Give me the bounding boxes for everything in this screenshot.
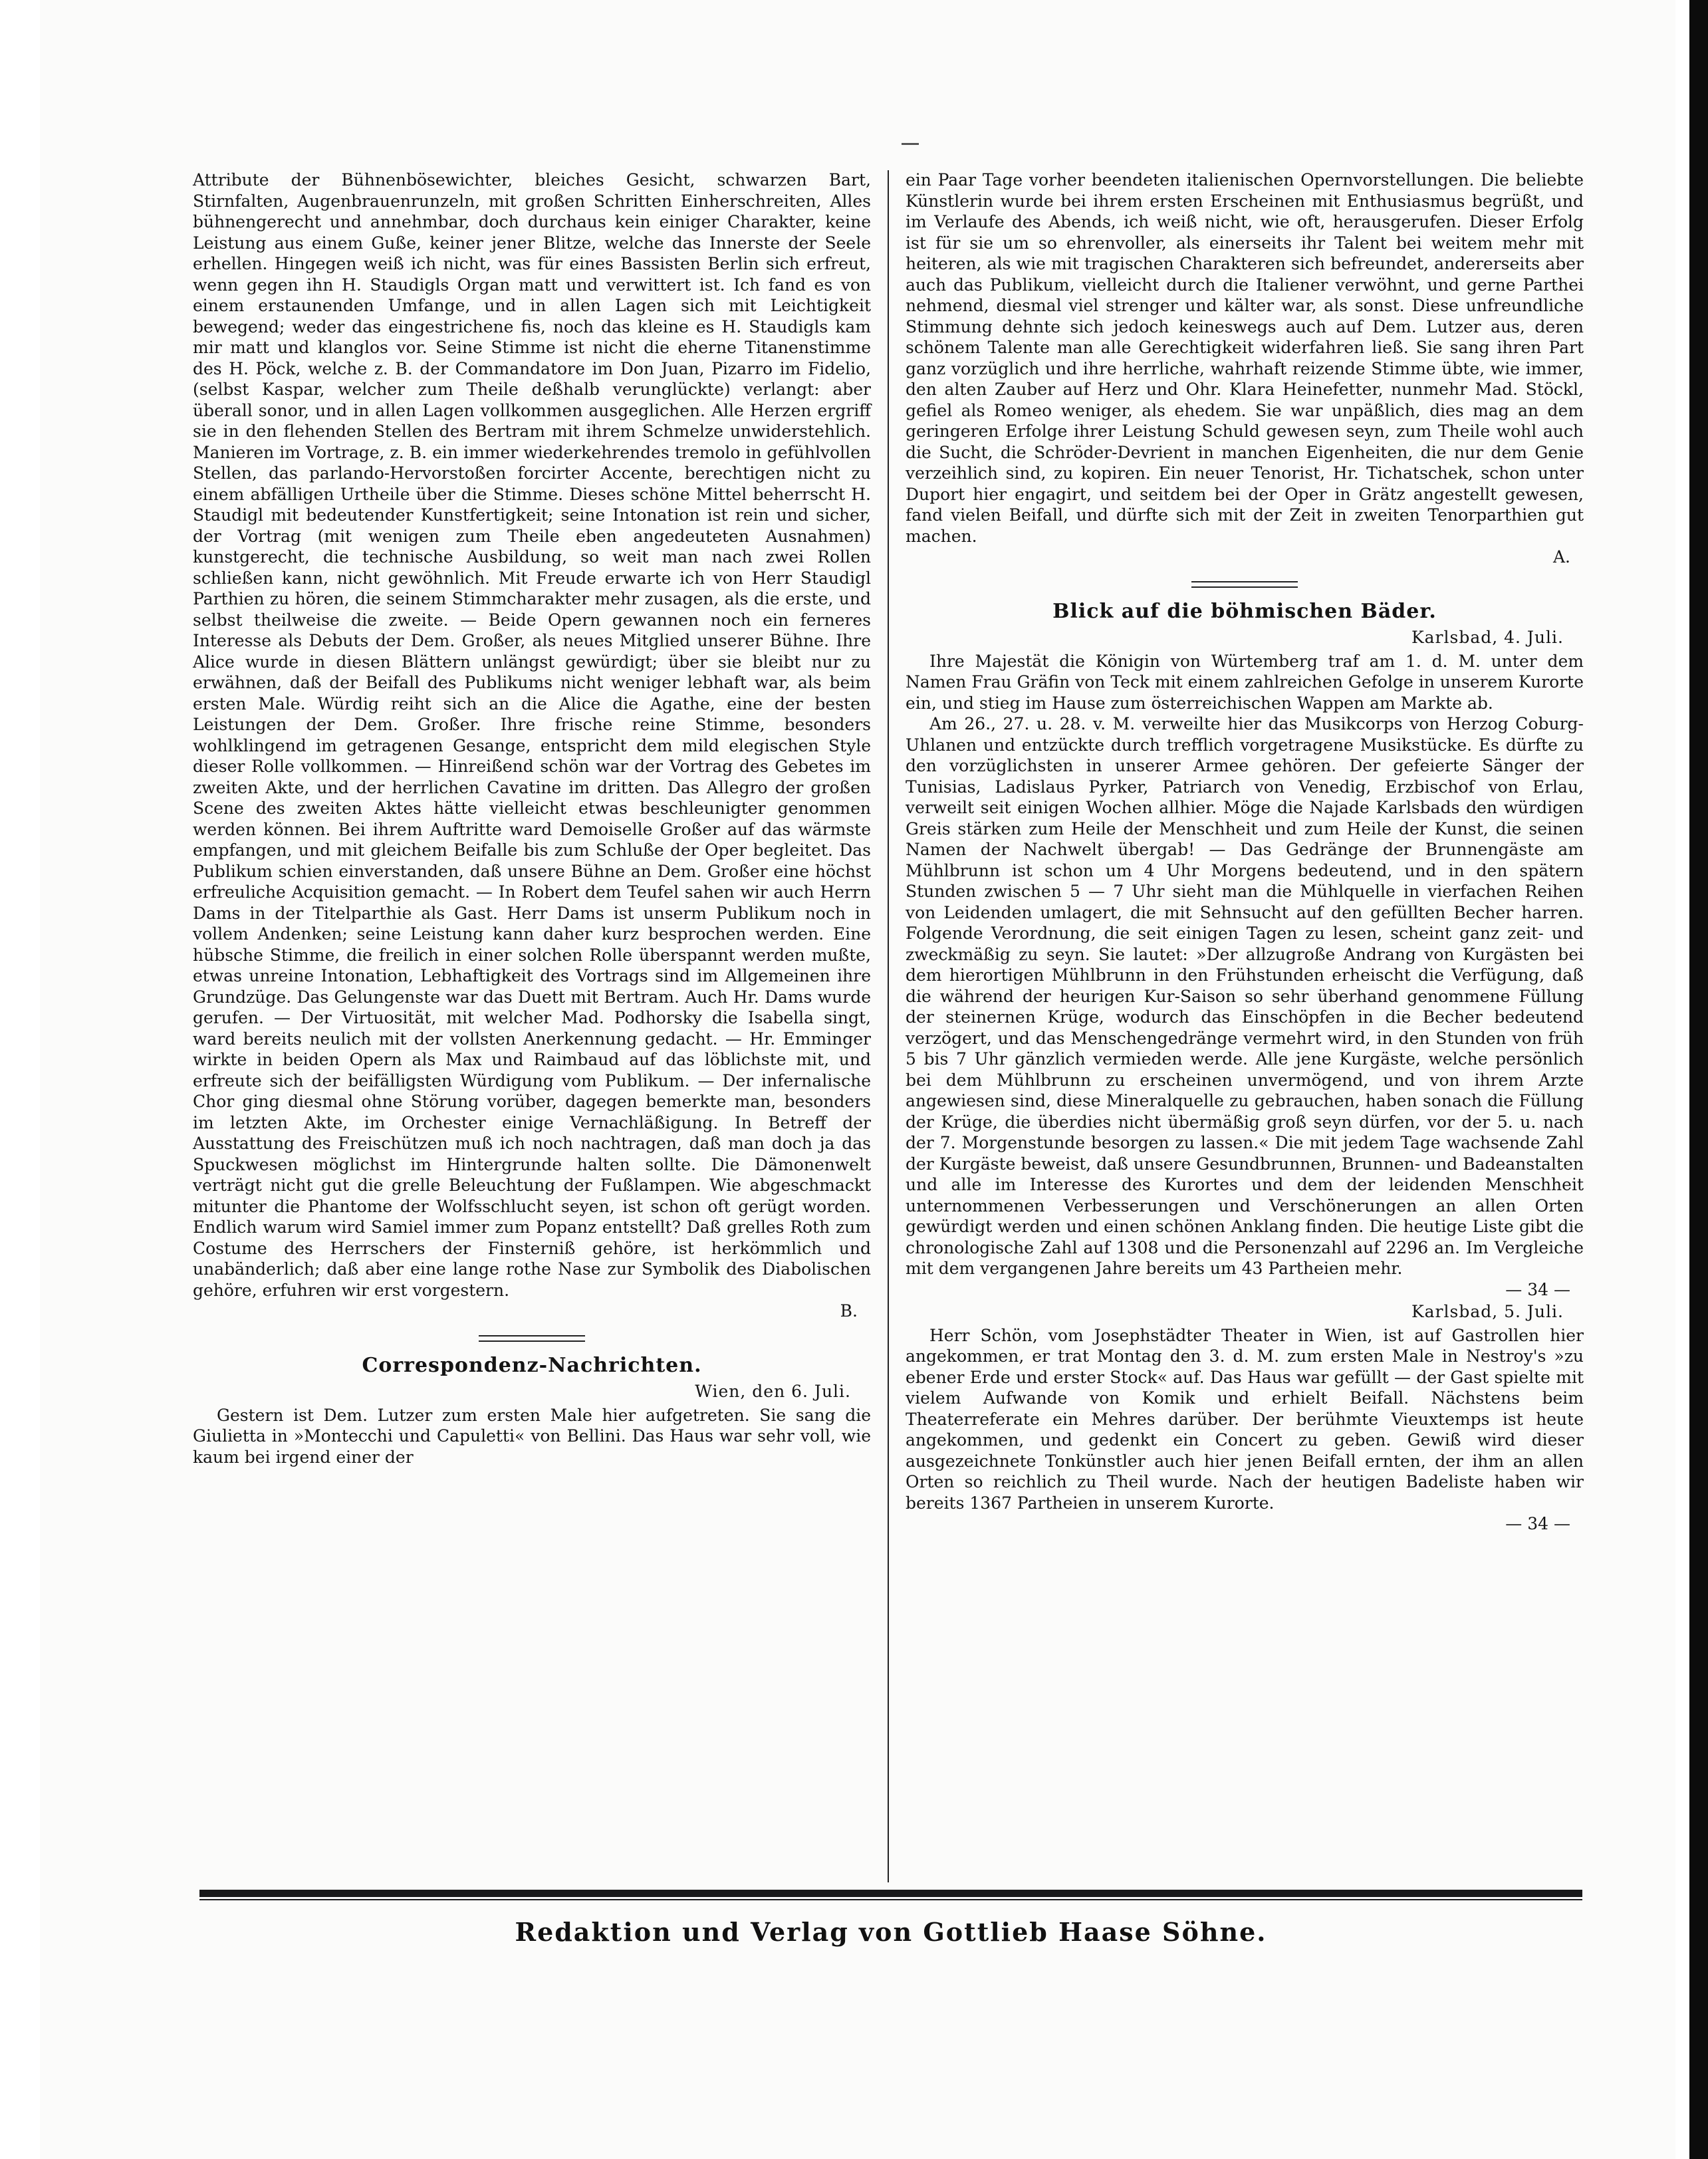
left-column	[193, 170, 871, 1467]
correspondence-text: Gestern ist Dem. Lutzer zum ersten Male hier aufgetreten. Sie sang die Giulietta in »Montecchi und Capuletti« von Bellini. Das Haus war sehr voll, wie kaum bei irgend einer der	[193, 1405, 871, 1467]
review-text: Attribute der Bühnenbösewichter, bleiches Gesicht, schwarzen Bart, Stirnfalten, Augenbrauenrunzeln, mit großen Schritten Einherschreiten, Alles bühnengerecht und annehmbar, doch durchaus kein einiger Charakter, keine Leistung aus einem Guße, keiner jener Blitze, welche das Innerste der Seele erhellen. Hingegen weiß ich nicht, was für eines Bassisten Berlin sich erfreut, wenn gegen ihn H. Staudigls Organ matt und verwittert ist. Ich fand es von einem erstaunenden Umfange, und in allen Lagen sich mit Leichtigkeit bewegend; weder das eingestrichene fis, noch das kleine es H. Staudigls kam mir matt und klanglos vor. Seine Stimme ist nicht die eherne Titanenstimme des H. Pöck, welche z. B. der Commandatore im Don Juan, Pizarro im Fidelio, (selbst Kaspar, welcher zum Theile deßhalb verunglückte) verlangt: aber überall sonor, und in allen Lagen vollkommen ausgeglichen. Alle Herzen ergriff sie in den flehenden Stellen des Bertram mit ihrem Schmelze unwiderstehlich. Manieren im Vortrage, z. B. ein immer wiederkehrendes tremolo in gefühlvollen Stellen, das parlando-Hervorstoßen forcirter Accente, berechtigen nicht zu einem abfälligen Urtheile über die Stimme. Dieses schöne Mittel beherrscht H. Staudigl mit bedeutender Kunstfertigkeit; seine Intonation ist rein und sicher, der Vortrag (mit wenigen zum Theile eben angedeuteten Ausnahmen) kunstgerecht, die technische Ausbildung, so weit man nach zwei Rollen schließen kann, nicht gewöhnlich. Mit Freude erwarte ich von Herr Staudigl Parthien zu hören, die seinem Stimmcharakter mehr zusagen, als die erste, und selbst theilweise die zweite. — Beide Opern gewannen noch ein ferneres Interesse als Debuts der Dem. Großer, als neues Mitglied unserer Bühne. Ihre Alice wurde in diesen Blättern unlängst gewürdigt; über sie bleibt nur zu erwähnen, daß der Beifall des Publikums nicht weniger lebhaft war, als beim ersten Male. Würdig reiht sich an die Alice die Agathe, eine der besten Leistungen der Dem. Großer. Ihre frische reine Stimme, besonders wohlklingend im getragenen Gesange, entspricht dem mild elegischen Style dieser Rolle vollkommen. — Hinreißend schön war der Vortrag des Gebetes im zweiten Akte, und der herrlichen Cavatine im dritten. Das Allegro der großen Scene des zweiten Aktes hätte vielleicht etwas beschleunigter genommen werden können. Bei ihrem Auftritte ward Demoiselle Großer auf das wärmste empfangen, und mit gleichem Beifalle bis zum Schluße der Oper begleitet. Das Publikum schien einverstanden, daß unsere Bühne an Dem. Großer eine höchst erfreuliche Acquisition gemacht. — In Robert dem Teufel sahen wir auch Herrn Dams in der Titelparthie als Gast. Herr Dams ist unserm Publikum noch in vollem Andenken; seine Leistung kann daher kurz besprochen werden. Eine hübsche Stimme, die freilich in einer solchen Rolle überspannt werden mußte, etwas unreine Intonation, Lebhaftigkeit des Vortrags sind im Allgemeinen ihre Grundzüge. Das Gelungenste war das Duett mit Bertram. Auch Hr. Dams wurde gerufen. — Der Virtuosität, mit welcher Mad. Podhorsky die Isabella singt, ward bereits neulich mit der vollsten Anerkennung gedacht. — Hr. Emminger wirkte in beiden Opern als Max und Raimbaud auf das löblichste mit, und erfreute sich der beifälligsten Würdigung vom Publikum. — Der infernalische Chor ging diesmal ohne Störung vorüber, dagegen bemerkte man, besonders im letzten Akte, im Orchester einige Vernachläßigung. In Betreff der Ausstattung des Freischützen muß ich noch nachtragen, daß man doch ja das Spuckwesen möglichst im Hintergrunde halten sollte. Die Dämonenwelt verträgt nicht gut die grelle Beleuchtung der Fußlampen. Wie abgeschmackt mitunter die Phantome der Wolfsschlucht seyen, ist schon oft gerügt worden. Endlich warum wird Samiel immer zum Popanz entstellt? Daß grelles Roth zum Costume des Herrschers der Finsterniß gehöre, ist herkömmlich und unabänderlich; daß aber eine lange rothe Nase zur Symbolik des Diabolischen gehöre, erfuhren wir erst vorgestern.	[193, 170, 871, 1300]
baeder-paragraph-3: Herr Schön, vom Josephstädter Theater in Wien, ist auf Gastrollen hier angekommen, er trat Montag den 3. d. M. zum ersten Male in Nestroy's »zu ebener Erde und erster Stock« auf. Das Haus war gefüllt — der Gast spielte mit vielem Aufwande von Komik und erhielt Beifall. Nächstens beim Theaterreferate ein Mehres darüber. Der berühmte Vieuxtemps ist heute angekommen, und gedenkt ein Concert zu geben. Gewiß wird dieser ausgezeichnete Tonkünstler auch hier jenen Beifall ernten, der ihm an allen Orten so reichlich zu Theil wurde. Nach der heutigen Badeliste haben wir bereits 1367 Partheien in unserem Kurorte.	[906, 1325, 1584, 1513]
baeder-dateline-1: Karlsbad, 4. Juli.	[1411, 628, 1564, 647]
footer-rule	[199, 1890, 1582, 1897]
baeder-dateline-2: Karlsbad, 5. Juli.	[1411, 1302, 1564, 1321]
page-number: — 34 —	[1505, 1514, 1570, 1533]
column-divider	[888, 170, 889, 1882]
page-mark	[902, 143, 919, 145]
correspondence-dateline: Wien, den 6. Juli.	[695, 1382, 851, 1401]
correspondence-continuation: ein Paar Tage vorher beendeten italienischen Opernvorstellungen. Die beliebte Künstlerin wurde bei ihrem ersten Erscheinen mit Enthusiasmus begrüßt, und im Verlaufe des Abends, ich weiß nicht, wie oft, herausgerufen. Dieser Erfolg ist für sie um so ehrenvoller, als einerseits ihr Talent bei weitem mehr mit heiteren, als wie mit tragischen Charakteren sich befreundet, andererseits aber auch das Publikum, vielleicht durch die Italiener verwöhnt, und gerne Parthei nehmend, diesmal viel strenger und kälter war, als sonst. Diese unfreundliche Stimmung dehnte sich jedoch keineswegs auch auf Dem. Lutzer aus, deren schönem Talente man alle Gerechtigkeit widerfahren ließ. Sie sang ihren Part ganz vorzüglich und ihre herrliche, wahrhaft reizende Stimme übte, wie immer, den alten Zauber auf Herz und Ohr. Klara Heinefetter, nunmehr Mad. Stöckl, gefiel als Romeo weniger, als ehedem. Sie war unpäßlich, dies mag an dem geringeren Erfolge ihrer Leistung Schuld gewesen seyn, zum Theile wohl auch die Sucht, die Schröder-Devrient in manchen Eigenheiten, die nur dem Genie verzeihlich sind, zu kopiren. Ein neuer Tenorist, Hr. Tichatschek, schon unter Duport hier engagirt, und seitdem bei der Oper in Grätz angestellt gewesen, fand vielen Beifall, und dürfte sich mit der Zeit in zweiten Tenorparthien gut machen.	[906, 170, 1584, 546]
section-divider	[1191, 581, 1298, 588]
baeder-paragraph-2: Am 26., 27. u. 28. v. M. verweilte hier das Musikcorps von Herzog Coburg-Uhlanen und entzückte durch trefflich vorgetragene Musikstücke. Es dürfte zu den vorzüglichsten in unserer Armee gehören. Der gefeierte Sänger der Tunisias, Ladislaus Pyrker, Patriarch von Venedig, Erzbischof von Erlau, verweilt seit einigen Wochen allhier. Möge die Najade Karlsbads den würdigen Greis stärken zum Heile der Menschheit und zum Heile der Kunst, die seinen Namen der Nachwelt übergab! — Das Gedränge der Brunnengäste am Mühlbrunn ist schon um 4 Uhr Morgens bedeutend, und in den spätern Stunden zwischen 5 — 7 Uhr sieht man die Mühlquelle in vierfachen Reihen von Leidenden umlagert, die mit Sehnsucht auf den gefüllten Becher harren. Folgende Verordnung, die seit einigen Tagen zu lesen, scheint ganz zeit- und zweckmäßig zu seyn. Sie lautet: »Der allzugroße Andrang von Kurgästen bei dem hierortigen Mühlbrunn in den Frühstunden erheischt die Verfügung, daß die während der heurigen Kur-Saison so sehr überhand genommene Füllung der steinernen Krüge, wodurch das Einschöpfen in die Becher bedeutend verzögert, und das Menschengedränge vermehrt wird, in den Stunden von früh 5 bis 7 Uhr gänzlich vermieden werde. Alle jene Kurgäste, welche persönlich bei dem Mühlbrunn zu erscheinen unvermögend, und von ihrem Arzte angewiesen sind, diese Mineralquelle zu gebrauchen, haben sonach die Füllung der Krüge, die überdies nicht übermäßig groß seyn dürfen, vor der 5. u. nach der 7. Morgenstunde besorgen zu lassen.« Die mit jedem Tage wachsende Zahl der Kurgäste beweist, daß unsere Gesundbrunnen, Brunnen- und Badeanstalten und alle im Interesse des Kurortes und dem der leidenden Menschheit unternommenen Verbesserungen und Verschönerungen an allen Orten gewürdigt werden und einen schönen Anklang finden. Die heutige Liste gibt die chronologische Zahl auf 1308 und die Personenzahl auf 2296 an. Im Vergleiche mit dem vergangenen Jahre bereits um 43 Partheien mehr.	[906, 714, 1584, 1278]
baeder-title: Blick auf die böhmischen Bäder.	[1052, 599, 1437, 623]
baeder-paragraph-1: Ihre Majestät die Königin von Würtemberg traf am 1. d. M. unter dem Namen Frau Gräfin von Teck mit einem zahlreichen Gefolge in unserem Kurorte ein, und stieg im Hause zum österreichischen Wappen am Markte ab.	[906, 651, 1584, 713]
publisher-imprint: Redaktion und Verlag von Gottlieb Haase Söhne.	[515, 1917, 1267, 1947]
review-signature: B.	[840, 1301, 858, 1321]
correspondence-signature: A.	[1552, 547, 1570, 567]
section-divider	[479, 1335, 585, 1342]
correspondence-title: Correspondenz-Nachrichten.	[362, 1353, 702, 1377]
scan-edge	[1689, 0, 1708, 2159]
footer-rule-thin	[199, 1899, 1582, 1900]
page-number: — 34 —	[1505, 1279, 1570, 1299]
right-column	[906, 170, 1584, 1535]
